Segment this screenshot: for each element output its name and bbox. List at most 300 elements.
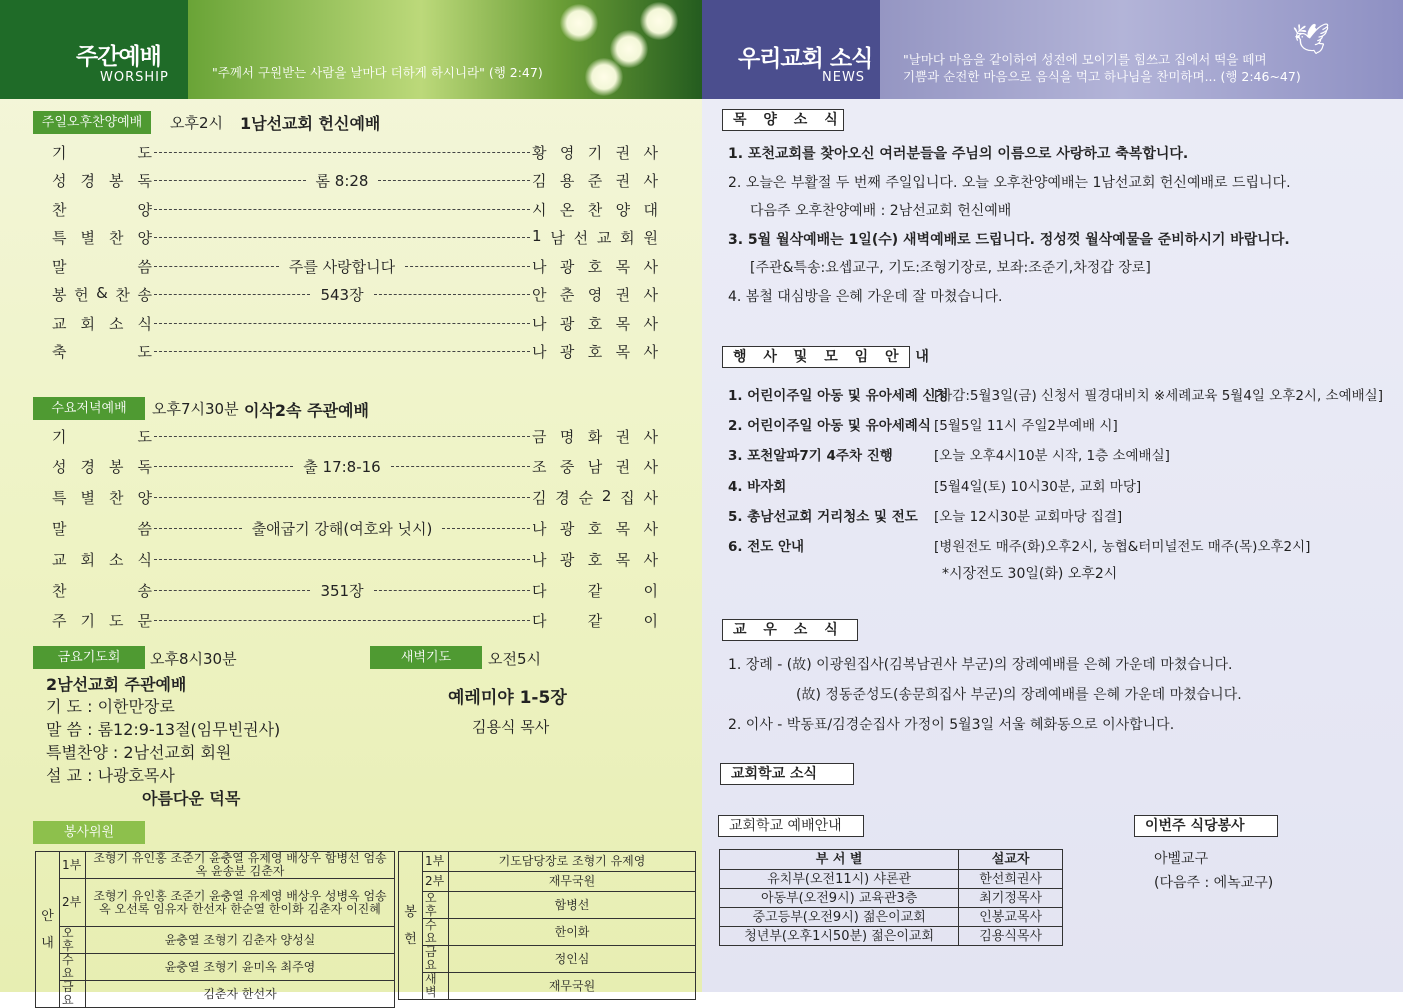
order-person-char: 광 <box>559 314 575 333</box>
news-subtitle: NEWS <box>822 70 866 85</box>
order-role-char: 기 <box>52 143 67 162</box>
order-person-char: 시 <box>532 200 547 219</box>
flower-icon <box>585 58 623 96</box>
order-person-char: 목 <box>615 519 631 538</box>
dashed-leader <box>154 528 242 529</box>
wednesday-row <box>52 423 658 449</box>
order-person-char: 사 <box>643 427 658 446</box>
school-teacher: 최기정목사 <box>959 889 1063 908</box>
school-teacher: 한선희권사 <box>959 870 1063 889</box>
order-role-char: 특 <box>52 229 67 247</box>
order-role <box>52 549 152 570</box>
pastoral-item: 4. 봄철 대심방을 은혜 가운데 잘 마쳤습니다. <box>728 289 1003 305</box>
order-role <box>52 456 152 477</box>
service-names: 한이화 <box>449 919 696 946</box>
order-person-char: 춘 <box>559 286 575 304</box>
order-role <box>52 199 152 220</box>
order-role-char: 찬 <box>109 229 124 247</box>
school-teacher: 김용식목사 <box>959 927 1063 946</box>
friday-line <box>46 763 175 786</box>
order-person-char: 호 <box>587 314 603 333</box>
school-header: 설교자 <box>959 850 1063 870</box>
service-row <box>399 892 696 919</box>
friday-tag: 금요기도회 <box>33 646 145 669</box>
service-names: 정인심 <box>449 946 696 973</box>
service-row <box>36 954 395 981</box>
school-row <box>720 889 1063 908</box>
order-role-char: 경 <box>80 458 95 477</box>
order-role-char: 봉 <box>109 458 124 477</box>
school-row <box>720 927 1063 946</box>
order-person-char: 김 <box>532 489 547 508</box>
order-role-char: 도 <box>137 427 152 446</box>
order-person-char: 1 <box>532 227 542 245</box>
order-role-char: 소 <box>109 314 124 333</box>
order-detail: 351장 <box>320 581 364 600</box>
pastoral-item: 3. 5월 월삭예배는 1일(수) 새벽예배로 드립니다. 정성껏 월삭예물을 준비하시기 바랍니다. <box>728 232 1290 248</box>
order-role-char: 찬 <box>52 581 67 600</box>
school-dept: 아동부(오전9시) 교육관3층 <box>720 889 959 908</box>
service-group-label <box>36 852 60 1008</box>
service-group-char: 봉 <box>404 904 417 920</box>
order-role <box>52 518 152 539</box>
worship-subtitle: WORSHIP <box>100 70 169 85</box>
order-person-char: 사 <box>643 286 658 304</box>
order-person <box>532 256 658 277</box>
school-table <box>719 849 1063 946</box>
order-person-char: 목 <box>615 550 631 569</box>
order-person-char: 김 <box>532 172 547 190</box>
service-row <box>36 981 395 1008</box>
order-role <box>52 170 152 191</box>
order-person-char: 회 <box>620 229 635 247</box>
order-person <box>532 610 658 631</box>
order-person-char: 사 <box>643 343 658 361</box>
order-person <box>532 549 658 570</box>
dashed-leader <box>154 559 530 560</box>
service-row <box>36 852 395 879</box>
order-role-char: 별 <box>80 489 95 508</box>
dawn-title: 예레미야 1-5장 <box>448 688 567 708</box>
pastoral-item: 다음주 오후찬양예배 : 2남선교회 헌신예배 <box>750 203 1012 219</box>
school-dept: 청년부(오후1시50분) 젊은이교회 <box>720 927 959 946</box>
order-role-char: 주 <box>52 612 67 631</box>
wednesday-row <box>52 608 658 634</box>
order-role <box>52 313 152 334</box>
order-person-char: 목 <box>615 314 631 333</box>
order-role-char: 송 <box>137 286 152 304</box>
wednesday-row <box>52 454 658 480</box>
order-role-char: 문 <box>137 612 152 631</box>
flower-icon <box>560 4 598 42</box>
friday-title: 2남선교회 주관예배 <box>46 675 187 694</box>
order-person-char: 사 <box>643 489 658 508</box>
order-person-char: 호 <box>587 550 603 569</box>
friday-sermon: 아름다운 덕목 <box>142 789 241 808</box>
dashed-leader <box>154 294 310 295</box>
order-person-char: 사 <box>643 172 659 190</box>
order-role-char: 씀 <box>137 519 152 538</box>
event-name: 4. 바자회 <box>728 478 787 495</box>
order-role-char: 말 <box>52 257 67 276</box>
service-names: 재무국원 <box>449 872 696 892</box>
wednesday-time: 오후7시30분 <box>152 400 239 418</box>
sunday-row <box>52 225 658 251</box>
wednesday-row <box>52 485 658 511</box>
order-role-char: & <box>96 284 108 302</box>
order-person-char: 나 <box>532 257 547 276</box>
sunday-row <box>52 310 658 336</box>
order-person-char: 금 <box>532 427 547 446</box>
order-person-char: 양 <box>615 200 631 219</box>
pastoral-heading: 목 양 소 식 <box>722 109 844 131</box>
sunday-time: 오후2시 <box>170 114 224 132</box>
dashed-leader <box>154 323 530 324</box>
sunday-row <box>52 282 658 308</box>
order-role-char: 말 <box>52 519 67 538</box>
order-person-char: 경 <box>555 489 570 508</box>
wednesday-row <box>52 546 658 572</box>
friday-line <box>46 694 175 717</box>
order-role-char: 도 <box>137 143 152 162</box>
order-person <box>532 487 658 508</box>
event-name: 5. 총남선교회 거리청소 및 전도 <box>728 508 918 525</box>
order-role-char: 씀 <box>137 257 152 276</box>
order-person-char: 교 <box>596 229 612 247</box>
dashed-leader <box>154 497 530 498</box>
order-role <box>52 142 152 163</box>
spacer <box>38 923 57 937</box>
order-person-char: 집 <box>620 489 635 508</box>
order-role-char: 성 <box>52 172 67 190</box>
order-person-char: 목 <box>615 257 631 276</box>
service-row <box>399 946 696 973</box>
order-person-char: 명 <box>559 427 575 446</box>
order-person-char: 원 <box>643 229 658 247</box>
order-person-char: 화 <box>587 427 603 446</box>
order-person-char: 사 <box>643 314 658 333</box>
sunday-row <box>52 168 658 194</box>
dashed-leader <box>154 209 530 210</box>
order-role-char: 도 <box>109 612 124 631</box>
event-name: 2. 어린이주일 아동 및 유아세례식 <box>728 418 931 435</box>
order-person-char: 호 <box>587 343 603 361</box>
order-person-char: 권 <box>615 427 631 446</box>
school-header: 부 서 별 <box>720 850 959 870</box>
service-names: 윤충열 조형기 윤미옥 최주영 <box>86 954 395 981</box>
order-person-char: 광 <box>559 343 575 361</box>
order-role-char: 기 <box>52 427 67 446</box>
dashed-leader <box>378 180 530 181</box>
order-person <box>532 142 658 163</box>
order-role <box>52 580 152 601</box>
dawn-tag: 새벽기도 <box>370 646 482 669</box>
service-row <box>399 973 696 1000</box>
friday-colon: : <box>82 697 98 716</box>
member-item: 1. 장례 - (故) 이광원집사(김복남권사 부군)의 장례예배를 은혜 가운데 마쳤습니다. <box>728 657 1233 673</box>
order-role <box>52 426 152 447</box>
order-person-char: 용 <box>559 172 575 190</box>
order-role-char: 찬 <box>109 489 124 508</box>
service-row <box>399 852 696 872</box>
order-role-char: 양 <box>137 489 152 508</box>
service-row <box>36 927 395 954</box>
order-role-char: 봉 <box>52 286 67 304</box>
service-row <box>399 919 696 946</box>
news-verse-2: 기쁨과 순전한 마음으로 음식을 먹고 하나님을 찬미하며... (행 2:46~47) <box>903 69 1301 84</box>
order-detail: 출애굽기 강해(여호와 닛시) <box>251 519 433 538</box>
order-role-char: 성 <box>52 458 67 477</box>
sunday-tag: 주일오후찬양예배 <box>33 111 151 134</box>
order-role-char: 식 <box>137 314 152 333</box>
order-role-char: 독 <box>137 458 152 477</box>
order-role <box>52 341 152 362</box>
order-person-char: 준 <box>587 172 603 190</box>
order-role <box>52 256 152 277</box>
dashed-leader <box>374 590 530 591</box>
event-detail: [병원전도 매주(화)오후2시, 농협&터미널전도 매주(목)오후2시] <box>934 539 1311 555</box>
order-role-char: 찬 <box>52 200 67 219</box>
order-role-char: 회 <box>80 550 95 569</box>
dashed-leader <box>374 294 530 295</box>
order-person-char: 호 <box>587 519 603 538</box>
friday-colon: : <box>82 720 98 739</box>
friday-role: 말 씀 <box>46 720 82 739</box>
sunday-row <box>52 339 658 365</box>
sunday-title: 1남선교회 헌신예배 <box>240 114 381 133</box>
order-person-char: 중 <box>559 458 575 477</box>
school-dept: 유치부(오전11시) 샤론관 <box>720 870 959 889</box>
bird-icon: 🕊 <box>1292 22 1331 57</box>
service-names: 김춘자 한선자 <box>86 981 395 1008</box>
service-tag: 봉사위원 <box>33 821 145 844</box>
friday-line <box>46 717 280 740</box>
wednesday-tag: 수요저녁예배 <box>33 397 145 420</box>
order-person-char: 영 <box>587 286 603 304</box>
dashed-leader <box>154 620 530 621</box>
order-person-char: 같 <box>587 612 603 631</box>
service-names: 윤충열 조형기 김춘자 양성실 <box>86 927 395 954</box>
spacer <box>401 919 420 933</box>
events-heading: 행 사 및 모 임 안 내 <box>722 346 910 368</box>
event-detail: [5월5일 11시 주일2부예배 시] <box>934 418 1118 435</box>
service-names: 기도담당장로 조형기 유제영 <box>449 852 696 872</box>
order-person-char: 이 <box>643 581 658 600</box>
order-person-char: 기 <box>587 143 603 162</box>
order-person-char: 사 <box>643 519 659 538</box>
order-role-char: 축 <box>52 343 67 361</box>
service-group-char: 안 <box>41 908 54 924</box>
order-role-char: 기 <box>80 612 95 631</box>
events-extra: *시장전도 30일(화) 오후2시 <box>942 566 1118 582</box>
worship-verse: "주께서 구원받는 사람을 날마다 더하게 하시니라" (행 2:47) <box>212 65 543 80</box>
dashed-leader <box>405 266 530 267</box>
order-person <box>532 426 658 447</box>
order-role <box>52 227 152 248</box>
service-group-label <box>399 852 423 1000</box>
event-name: 3. 포천알파7기 4주차 진행 <box>728 448 893 465</box>
service-slot: 2부 <box>423 872 449 892</box>
event-name: 6. 전도 안내 <box>728 539 805 555</box>
order-person-char: 안 <box>532 286 547 304</box>
order-role-char: 양 <box>137 200 152 219</box>
dashed-leader <box>154 237 530 238</box>
event-detail: [마감:5월3일(금) 신청서 필경대비치 ※세례교육 5월4일 오후2시, 소예배실] <box>934 388 1383 404</box>
order-person-char: 나 <box>532 550 547 569</box>
order-person-char: 황 <box>532 143 547 162</box>
order-detail: 출 17:8-16 <box>303 458 381 477</box>
friday-role: 설 교 <box>46 766 82 785</box>
order-person-char: 사 <box>643 257 659 276</box>
dashed-leader <box>154 436 530 437</box>
friday-role: 기 도 <box>46 697 82 716</box>
wednesday-row <box>52 577 658 603</box>
dashed-leader <box>391 466 530 467</box>
order-person-char: 다 <box>532 612 547 631</box>
news-verse-1: "날마다 마음을 같이하여 성전에 모이기를 힘쓰고 집에서 떡을 떼며 <box>903 52 1267 67</box>
sunday-row <box>52 253 658 279</box>
service-row <box>399 872 696 892</box>
pastoral-item: 1. 포천교회를 찾아오신 여러분들을 주님의 이름으로 사랑하고 축복합니다. <box>728 146 1189 162</box>
school-row <box>720 908 1063 927</box>
school-heading: 교회학교 소식 <box>720 763 854 785</box>
pastoral-item: 2. 오늘은 부활절 두 번째 주일입니다. 오늘 오후찬양예배는 1남선교회 헌신예배로 드립니다. <box>728 175 1291 191</box>
service-names: 조형기 유인홍 조준기 윤충열 유제영 배상우 성병옥 엄송옥 오선록 임유자 한선자 한순열 한이화 김춘자 이진혜 <box>86 879 395 927</box>
order-role-char: 식 <box>137 550 152 569</box>
order-person-char: 권 <box>615 458 631 477</box>
wednesday-title: 이삭2속 주관예배 <box>244 401 369 420</box>
order-person-char: 광 <box>559 519 575 538</box>
service-slot: 금요 <box>423 946 449 973</box>
service-slot: 1부 <box>60 852 86 879</box>
order-person-char: 순 <box>578 489 594 508</box>
school-header-row <box>720 850 1063 870</box>
order-person-char: 2 <box>601 487 612 506</box>
dashed-leader <box>154 152 530 153</box>
order-person-char: 권 <box>615 172 631 190</box>
order-detail: 롬 8:28 <box>315 172 369 190</box>
order-person-char: 다 <box>532 581 547 600</box>
service-slot: 수요 <box>60 954 86 981</box>
order-person-char: 사 <box>643 458 659 477</box>
pastoral-item: [주관&특송:요셉교구, 기도:조형기장로, 보좌:조준기,차정갑 장로] <box>750 260 1151 276</box>
dashed-leader <box>442 528 530 529</box>
order-person-char: 사 <box>643 143 658 162</box>
service-names: 조형기 유인홍 조준기 윤충열 유제영 배상우 함병선 엄송옥 윤송분 김춘자 <box>86 852 395 879</box>
order-person-char: 온 <box>559 200 575 219</box>
offering-table <box>398 851 696 1000</box>
order-role-char: 찬 <box>115 286 130 304</box>
order-person-char: 남 <box>550 229 565 247</box>
order-person-char: 남 <box>587 458 603 477</box>
order-role-char: 소 <box>109 550 124 569</box>
order-person-char: 사 <box>643 550 658 569</box>
order-person-char: 목 <box>615 343 631 361</box>
order-person-char: 찬 <box>587 200 603 219</box>
friday-person: 나광호목사 <box>97 766 175 785</box>
order-role-char: 교 <box>52 314 67 333</box>
order-person-char: 영 <box>559 143 575 162</box>
school-teacher: 인봉교목사 <box>959 908 1063 927</box>
news-title: 우리교회 소식 <box>738 46 873 72</box>
dashed-leader <box>154 590 310 591</box>
flower-icon <box>640 2 678 40</box>
order-person-char: 선 <box>573 229 589 247</box>
friday-person: 2남선교회 회원 <box>123 743 232 762</box>
friday-person: 이한만장로 <box>97 697 175 716</box>
order-person <box>532 199 658 220</box>
order-role <box>52 284 152 305</box>
member-item: 2. 이사 - 박동표/김경순집사 가정이 5월3일 서울 혜화동으로 이사합니다. <box>728 717 1175 733</box>
event-detail: [오늘 12시30분 교회마당 집결] <box>934 508 1123 525</box>
order-person-char: 조 <box>532 458 547 477</box>
order-person-char: 대 <box>643 200 658 219</box>
order-person-char: 나 <box>532 343 547 361</box>
service-slot: 오후 <box>423 892 449 919</box>
order-person-char: 나 <box>532 314 547 333</box>
event-detail: [오늘 오후4시10분 시작, 1층 소예배실] <box>934 448 1170 465</box>
order-detail: 주를 사랑합니다 <box>288 257 396 276</box>
service-slot: 1부 <box>423 852 449 872</box>
order-person-char: 호 <box>587 257 603 276</box>
order-person <box>532 341 658 362</box>
order-person <box>532 456 658 477</box>
service-row <box>36 879 395 927</box>
service-slot: 2부 <box>60 879 86 927</box>
dawn-time: 오전5시 <box>488 650 542 668</box>
wednesday-row <box>52 515 658 541</box>
dawn-speaker: 김용식 목사 <box>472 718 550 736</box>
order-role-char: 경 <box>80 172 95 190</box>
school-row <box>720 870 1063 889</box>
kitchen-this-week: 아벨교구 <box>1154 851 1209 867</box>
worship-title: 주간예배 <box>76 44 161 70</box>
event-name: 1. 어린이주일 아동 및 유아세례 신청 <box>728 388 949 404</box>
order-role-char: 특 <box>52 489 67 508</box>
order-person <box>532 518 658 539</box>
order-role-char: 봉 <box>109 172 124 190</box>
service-slot: 금요 <box>60 981 86 1008</box>
guide-table <box>35 851 395 1008</box>
event-detail: [5월4일(토) 10시30분, 교회 마당] <box>934 478 1142 495</box>
order-person <box>532 580 658 601</box>
order-person-char: 권 <box>615 143 631 162</box>
order-role-char: 회 <box>80 314 95 333</box>
friday-person: 롬12:9-13절(임무빈권사) <box>97 720 281 739</box>
service-group-char: 내 <box>41 935 54 951</box>
order-person-char: 광 <box>559 550 575 569</box>
order-detail: 543장 <box>320 286 364 304</box>
friday-line <box>46 740 231 763</box>
order-person-char: 이 <box>643 612 658 631</box>
members-heading: 교 우 소 식 <box>722 619 858 641</box>
kitchen-heading: 이번주 식당봉사 <box>1134 815 1278 837</box>
dashed-leader <box>154 180 306 181</box>
order-person <box>532 284 658 305</box>
dashed-leader <box>154 466 293 467</box>
service-names: 재무국원 <box>449 973 696 1000</box>
order-person-char: 권 <box>615 286 631 304</box>
order-role <box>52 487 152 508</box>
order-role-char: 독 <box>137 172 152 190</box>
order-person-char: 광 <box>559 257 575 276</box>
member-item: (故) 정동준성도(송문희집사 부군)의 장례예배를 은혜 가운데 마쳤습니다. <box>796 687 1242 703</box>
school-dept: 중고등부(오전9시) 젊은이교회 <box>720 908 959 927</box>
order-role-char: 교 <box>52 550 67 569</box>
service-slot: 수요 <box>423 919 449 946</box>
service-slot: 새벽 <box>423 973 449 1000</box>
order-person-char: 나 <box>532 519 547 538</box>
